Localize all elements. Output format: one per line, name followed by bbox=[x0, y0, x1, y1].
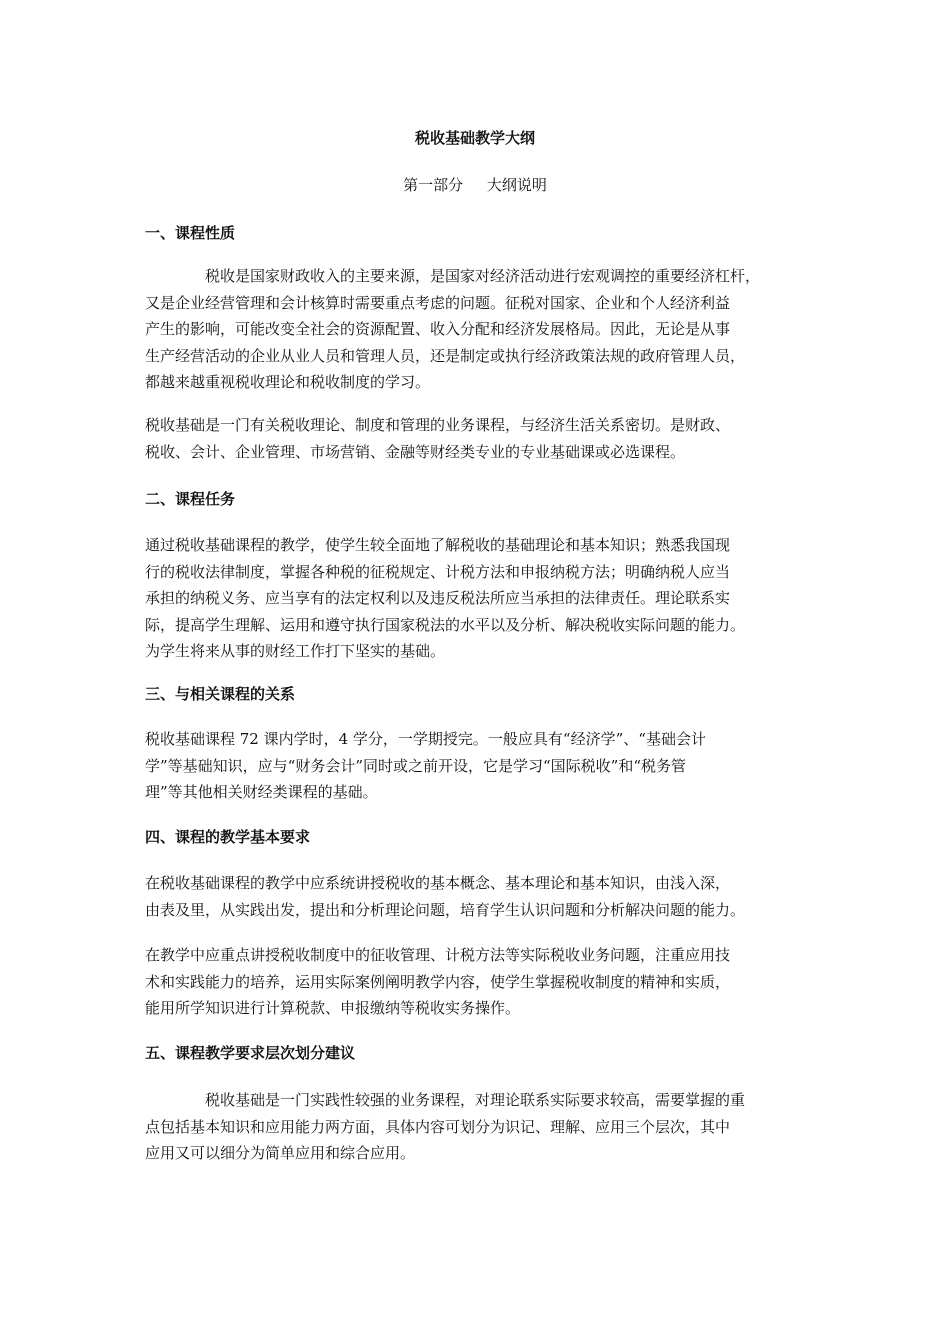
paragraph-line: 为学生将来从事的财经工作打下坚实的基础。 bbox=[145, 642, 446, 660]
section-heading-4: 四、课程的教学基本要求 bbox=[145, 828, 311, 846]
document-subtitle: 第一部分 大纲说明 bbox=[403, 176, 547, 194]
paragraph-line: 税收基础是一门有关税收理论、制度和管理的业务课程，与经济生活关系密切。是财政、 bbox=[145, 416, 731, 434]
paragraph-line: 生产经营活动的企业从业人员和管理人员，还是制定或执行经济政策法规的政府管理人员， bbox=[145, 346, 746, 365]
section-4-paragraph-2 bbox=[145, 942, 810, 1022]
paragraph-line: 税收是国家财政收入的主要来源，是国家对经济活动进行宏观调控的重要经济杠杆， bbox=[205, 267, 761, 285]
document-title: 税收基础教学大纲 bbox=[414, 129, 535, 147]
paragraph-line: 际，提高学生理解、运用和遵守执行国家税法的水平以及分析、解决税收实际问题的能力。 bbox=[145, 615, 746, 634]
paragraph-line: 学”等基础知识，应与“财务会计”同时或之前开设，它是学习“国际税收”和“税务管 bbox=[145, 756, 687, 775]
paragraph-line: 行的税收法律制度，掌握各种税的征税规定、计税方法和申报纳税方法；明确纳税人应当 bbox=[145, 562, 731, 581]
paragraph-line: 由表及里，从实践出发，提出和分析理论问题，培育学生认识问题和分析解决问题的能力。 bbox=[145, 900, 746, 919]
section-2-paragraph-1 bbox=[145, 532, 810, 665]
paragraph-line: 通过税收基础课程的教学，使学生较全面地了解税收的基础理论和基本知识；熟悉我国现 bbox=[145, 536, 731, 554]
paragraph-line: 税收、会计、企业管理、市场营销、金融等财经类专业的专业基础课或必选课程。 bbox=[145, 442, 686, 461]
paragraph-line: 在税收基础课程的教学中应系统讲授税收的基本概念、基本理论和基本知识，由浅入深， bbox=[145, 874, 731, 892]
section-heading-1: 一、课程性质 bbox=[145, 224, 236, 242]
paragraph-line: 点包括基本知识和应用能力两方面，具体内容可划分为识记、理解、应用三个层次，其中 bbox=[145, 1117, 731, 1136]
paragraph-line: 税收基础课程 72 课内学时，4 学分，一学期授完。一般应具有“经济学”、“基础会计 bbox=[145, 730, 706, 748]
paragraph-line: 能用所学知识进行计算税款、申报缴纳等税收实务操作。 bbox=[145, 999, 521, 1017]
section-1-paragraph-2 bbox=[145, 412, 810, 465]
section-heading-2: 二、课程任务 bbox=[145, 490, 236, 508]
paragraph-line: 理”等其他相关财经类课程的基础。 bbox=[145, 783, 378, 801]
paragraph-line: 应用又可以细分为简单应用和综合应用。 bbox=[145, 1144, 416, 1162]
paragraph-line: 术和实践能力的培养，运用实际案例阐明教学内容，使学生掌握税收制度的精神和实质， bbox=[145, 972, 731, 991]
paragraph-line: 在教学中应重点讲授税收制度中的征收管理、计税方法等实际税收业务问题，注重应用技 bbox=[145, 946, 731, 964]
section-4-paragraph-1 bbox=[145, 870, 810, 923]
section-1-paragraph-1 bbox=[145, 263, 810, 396]
paragraph-line: 承担的纳税义务、应当享有的法定权利以及违反税法所应当承担的法律责任。理论联系实 bbox=[145, 589, 731, 607]
section-5-paragraph-1 bbox=[145, 1087, 810, 1167]
paragraph-line: 产生的影响，可能改变全社会的资源配置、收入分配和经济发展格局。因此，无论是从事 bbox=[145, 320, 731, 338]
paragraph-line: 又是企业经营管理和会计核算时需要重点考虑的问题。征税对国家、企业和个人经济利益 bbox=[145, 293, 731, 312]
paragraph-line: 税收基础是一门实践性较强的业务课程，对理论联系实际要求较高，需要掌握的重 bbox=[205, 1091, 746, 1109]
paragraph-line: 都越来越重视税收理论和税收制度的学习。 bbox=[145, 373, 431, 391]
section-heading-5: 五、课程教学要求层次划分建议 bbox=[145, 1044, 356, 1062]
section-3-paragraph-1 bbox=[145, 726, 810, 806]
section-heading-3: 三、与相关课程的关系 bbox=[145, 685, 296, 703]
